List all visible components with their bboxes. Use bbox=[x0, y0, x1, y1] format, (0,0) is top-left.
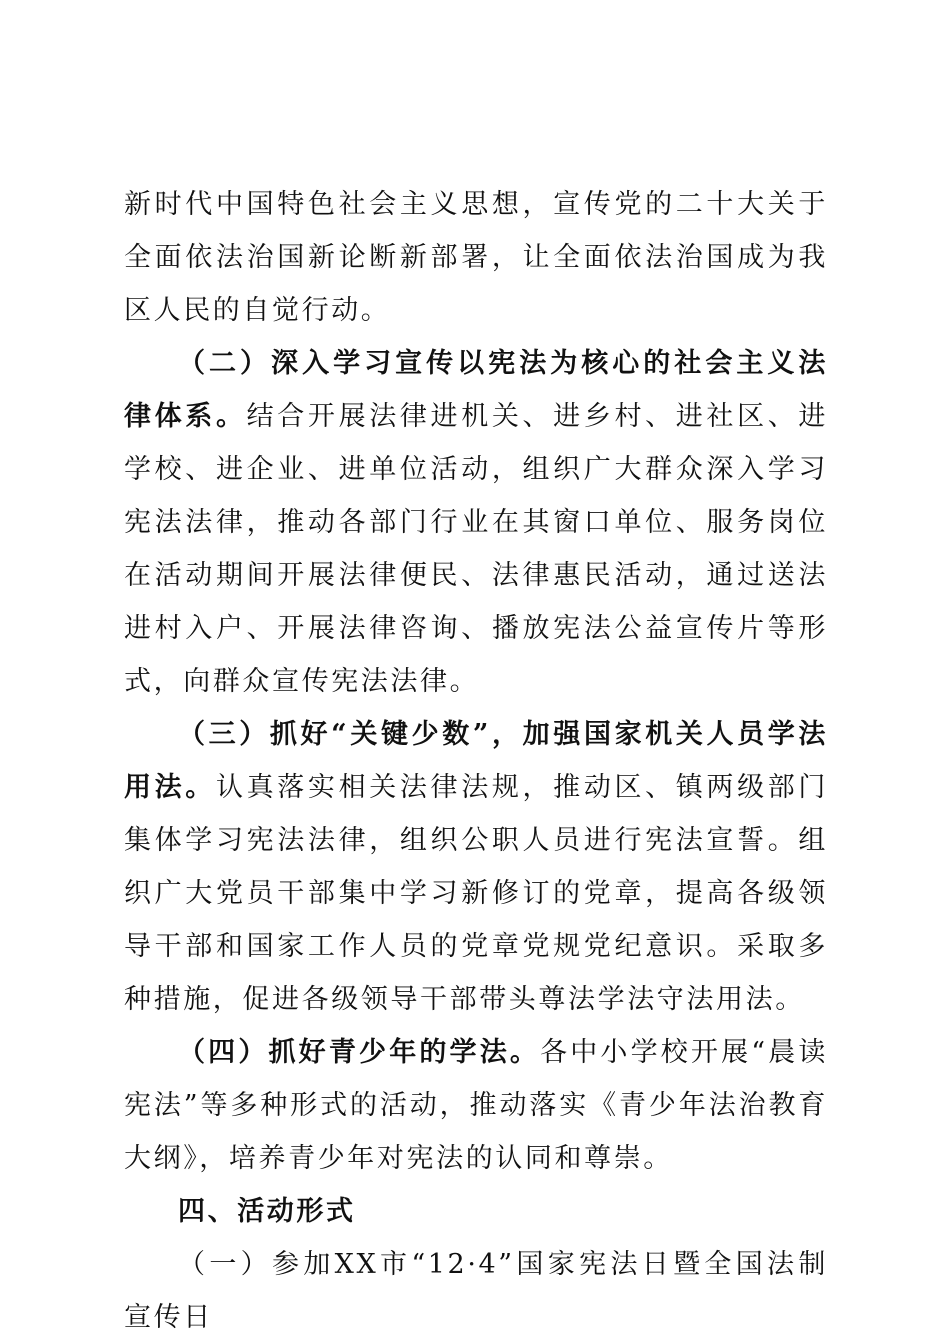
document-body bbox=[124, 178, 828, 1344]
paragraph-continuation bbox=[124, 178, 828, 337]
paragraph-item-3 bbox=[124, 708, 828, 1026]
paragraph-text: 认真落实相关法律法规，推动区、镇两级部门集体学习宪法法律，组织公职人员进行宪法宣誓。组织广大党员干部集中学习新修订的党章，提高各级领导干部和国家工作人员的党章党规党纪意识。采取多种措施，促进各级领导干部带头尊法学法守法用法。 bbox=[124, 772, 828, 1015]
paragraph-text: 结合开展法律进机关、进乡村、进社区、进学校、进企业、进单位活动，组织广大群众深入学习宪法法律，推动各部门行业在其窗口单位、服务岗位在活动期间开展法律便民、法律惠民活动，通过送法进村入户、开展法律咨询、播放宪法公益宣传片等形式，向群众宣传宪法法律。 bbox=[124, 401, 828, 697]
paragraph-text: 各中小学校开展“晨读宪法”等多种形式的活动，推动落实《青少年法治教育大纲》，培养青少年对宪法的认同和尊崇。 bbox=[124, 1037, 829, 1174]
paragraph-item-1 bbox=[124, 1238, 828, 1344]
paragraph-item-2 bbox=[124, 337, 828, 708]
section-heading-activity-forms bbox=[124, 1185, 828, 1238]
paragraph-heading: （三）抓好“关键少数”，加强国家机关人员学法用法。 bbox=[124, 719, 828, 803]
section-heading: 四、活动形式 bbox=[178, 1196, 356, 1227]
paragraph-heading: （二）深入学习宣传以宪法为核心的社会主义法律体系。 bbox=[124, 348, 828, 432]
paragraph-text: 新时代中国特色社会主义思想，宣传党的二十大关于全面依法治国新论断新部署，让全面依法治国成为我区人民的自觉行动。 bbox=[124, 189, 828, 326]
paragraph-item-4 bbox=[124, 1026, 828, 1185]
paragraph-text: （一）参加XX市“12·4”国家宪法日暨全国法制宣传日 bbox=[124, 1249, 828, 1333]
paragraph-heading: （四）抓好青少年的学法。 bbox=[178, 1037, 541, 1068]
